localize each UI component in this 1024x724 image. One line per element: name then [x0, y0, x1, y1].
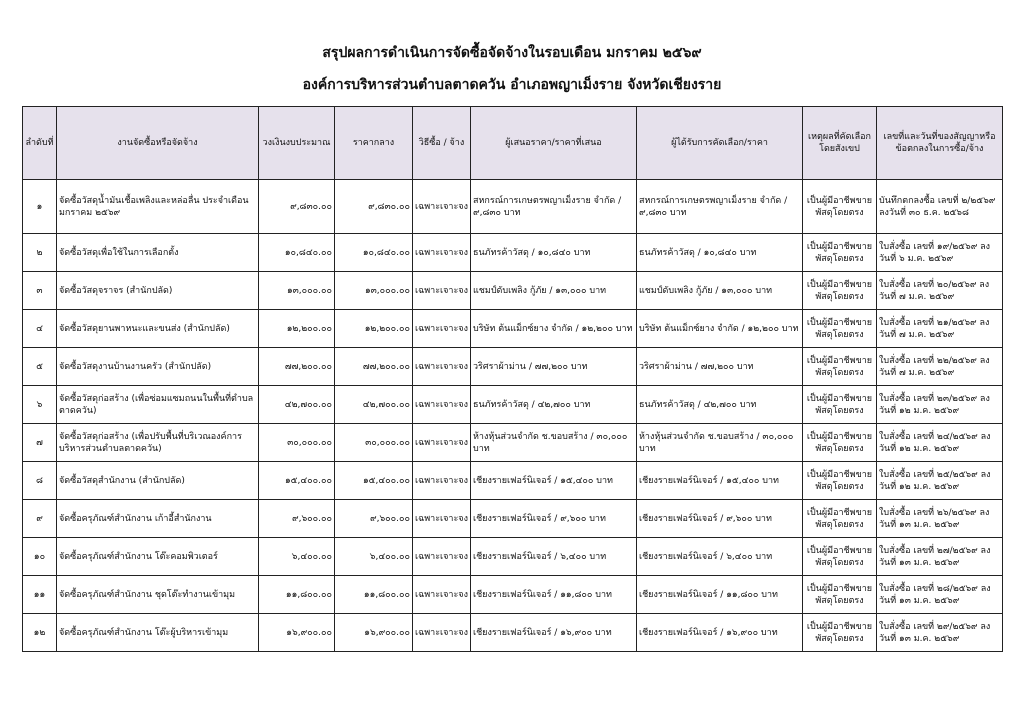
row-number: ๖ [23, 386, 57, 424]
row-bidder: บริษัท ต้นแม็กซ์ยาง จำกัด / ๑๒,๒๐๐ บาท [471, 310, 637, 348]
row-median-price: ๓๐,๐๐๐.๐๐ [335, 424, 413, 462]
row-contract: ใบสั่งซื้อ เลขที่ ๒๑/๒๕๖๙ ลงวันที่ ๗ ม.ค. ๒๕๖๙ [877, 310, 1003, 348]
table-row [23, 538, 1003, 576]
table-header-row [23, 107, 1003, 180]
row-item: จัดซื้อวัสดุน้ำมันเชื้อเพลิงและหล่อลื่น ประจำเดือน มกราคม ๒๕๖๙ [57, 180, 259, 234]
row-contract: ใบสั่งซื้อ เลขที่ ๒๒/๒๕๖๙ ลงวันที่ ๗ ม.ค. ๒๕๖๙ [877, 348, 1003, 386]
row-winner: เชียงรายเฟอร์นิเจอร์ / ๑๑,๘๐๐ บาท [637, 576, 803, 614]
header-reason: เหตุผลที่คัดเลือกโดยสังเขป [803, 107, 877, 180]
row-method: เฉพาะเจาะจง [413, 576, 471, 614]
row-bidder: เชียงรายเฟอร์นิเจอร์ / ๑๕,๔๐๐ บาท [471, 462, 637, 500]
document-subtitle: องค์การบริหารส่วนตำบลตาดควัน อำเภอพญาเม็งราย จังหวัดเชียงราย [302, 77, 722, 93]
row-bidder: แชมป์ดับเพลิง กู้ภัย / ๑๓,๐๐๐ บาท [471, 272, 637, 310]
row-median-price: ๑๒,๒๐๐.๐๐ [335, 310, 413, 348]
row-reason: เป็นผู้มีอาชีพขายพัสดุโดยตรง [803, 310, 877, 348]
row-budget: ๙,๘๓๐.๐๐ [259, 180, 335, 234]
procurement-table [22, 106, 1003, 652]
row-contract: ใบสั่งซื้อ เลขที่ ๒๙/๒๕๖๙ ลงวันที่ ๑๓ ม.ค. ๒๕๖๙ [877, 614, 1003, 652]
row-median-price: ๙,๖๐๐.๐๐ [335, 500, 413, 538]
row-budget: ๖,๔๐๐.๐๐ [259, 538, 335, 576]
row-median-price: ๖,๔๐๐.๐๐ [335, 538, 413, 576]
row-item: จัดซื้อวัสดุเพื่อใช้ในการเลือกตั้ง [57, 234, 259, 272]
row-winner: วริศราผ้าม่าน / ๗๗,๒๐๐ บาท [637, 348, 803, 386]
table-row [23, 576, 1003, 614]
row-bidder: เชียงรายเฟอร์นิเจอร์ / ๖,๔๐๐ บาท [471, 538, 637, 576]
table-row [23, 386, 1003, 424]
row-bidder: ธนภัทรค้าวัสดุ / ๑๐,๘๔๐ บาท [471, 234, 637, 272]
row-contract: ใบสั่งซื้อ เลขที่ ๒๕/๒๕๖๙ ลงวันที่ ๑๒ ม.ค. ๒๕๖๙ [877, 462, 1003, 500]
row-method: เฉพาะเจาะจง [413, 386, 471, 424]
row-number: ๒ [23, 234, 57, 272]
row-contract: บันทึกตกลงซื้อ เลขที่ ๒/๒๕๖๙ ลงวันที่ ๓๐ ธ.ค. ๒๕๖๘ [877, 180, 1003, 234]
row-bidder: เชียงรายเฟอร์นิเจอร์ / ๑๑,๘๐๐ บาท [471, 576, 637, 614]
row-median-price: ๑๕,๔๐๐.๐๐ [335, 462, 413, 500]
row-method: เฉพาะเจาะจง [413, 272, 471, 310]
row-contract: ใบสั่งซื้อ เลขที่ ๒๖/๒๕๖๙ ลงวันที่ ๑๓ ม.ค. ๒๕๖๙ [877, 500, 1003, 538]
row-bidder: สหกรณ์การเกษตรพญาเม็งราย จำกัด / ๙,๘๓๐ บาท [471, 180, 637, 234]
row-reason: เป็นผู้มีอาชีพขายพัสดุโดยตรง [803, 500, 877, 538]
table-row [23, 272, 1003, 310]
header-method: วิธีซื้อ / จ้าง [413, 107, 471, 180]
row-reason: เป็นผู้มีอาชีพขายพัสดุโดยตรง [803, 180, 877, 234]
row-budget: ๓๐,๐๐๐.๐๐ [259, 424, 335, 462]
row-reason: เป็นผู้มีอาชีพขายพัสดุโดยตรง [803, 576, 877, 614]
row-bidder: ห้างหุ้นส่วนจำกัด ช.ขอบสร้าง / ๓๐,๐๐๐ บาท [471, 424, 637, 462]
row-item: จัดซื้อครุภัณฑ์สำนักงาน โต๊ะคอมพิวเตอร์ [57, 538, 259, 576]
row-winner: เชียงรายเฟอร์นิเจอร์ / ๙,๖๐๐ บาท [637, 500, 803, 538]
row-contract: ใบสั่งซื้อ เลขที่ ๒๗/๒๕๖๙ ลงวันที่ ๑๓ ม.ค. ๒๕๖๙ [877, 538, 1003, 576]
row-item: จัดซื้อครุภัณฑ์สำนักงาน เก้าอี้สำนักงาน [57, 500, 259, 538]
row-reason: เป็นผู้มีอาชีพขายพัสดุโดยตรง [803, 614, 877, 652]
row-budget: ๑๐,๘๔๐.๐๐ [259, 234, 335, 272]
header-bidder: ผู้เสนอราคา/ราคาที่เสนอ [471, 107, 637, 180]
row-number: ๔ [23, 310, 57, 348]
row-winner: เชียงรายเฟอร์นิเจอร์ / ๑๖,๙๐๐ บาท [637, 614, 803, 652]
row-item: จัดซื้อครุภัณฑ์สำนักงาน ชุดโต๊ะทำงานเข้ามุม [57, 576, 259, 614]
row-budget: ๑๓,๐๐๐.๐๐ [259, 272, 335, 310]
row-method: เฉพาะเจาะจง [413, 424, 471, 462]
header-median-price: ราคากลาง [335, 107, 413, 180]
row-method: เฉพาะเจาะจง [413, 180, 471, 234]
row-item: จัดซื้อวัสดุจราจร (สำนักปลัด) [57, 272, 259, 310]
row-bidder: ธนภัทรค้าวัสดุ / ๔๒,๗๐๐ บาท [471, 386, 637, 424]
row-reason: เป็นผู้มีอาชีพขายพัสดุโดยตรง [803, 272, 877, 310]
header-no: ลำดับที่ [23, 107, 57, 180]
row-method: เฉพาะเจาะจง [413, 234, 471, 272]
row-method: เฉพาะเจาะจง [413, 462, 471, 500]
table-row [23, 614, 1003, 652]
row-method: เฉพาะเจาะจง [413, 614, 471, 652]
row-median-price: ๙,๘๓๐.๐๐ [335, 180, 413, 234]
row-reason: เป็นผู้มีอาชีพขายพัสดุโดยตรง [803, 424, 877, 462]
row-budget: ๙,๖๐๐.๐๐ [259, 500, 335, 538]
row-winner: เชียงรายเฟอร์นิเจอร์ / ๑๕,๔๐๐ บาท [637, 462, 803, 500]
row-bidder: วริศราผ้าม่าน / ๗๗,๒๐๐ บาท [471, 348, 637, 386]
row-item: จัดซื้อวัสดุงานบ้านงานครัว (สำนักปลัด) [57, 348, 259, 386]
row-reason: เป็นผู้มีอาชีพขายพัสดุโดยตรง [803, 386, 877, 424]
row-number: ๓ [23, 272, 57, 310]
row-number: ๙ [23, 500, 57, 538]
row-winner: สหกรณ์การเกษตรพญาเม็งราย จำกัด / ๙,๘๓๐ บาท [637, 180, 803, 234]
row-median-price: ๑๓,๐๐๐.๐๐ [335, 272, 413, 310]
row-method: เฉพาะเจาะจง [413, 348, 471, 386]
table-row [23, 500, 1003, 538]
document-title: สรุปผลการดำเนินการจัดซื้อจัดจ้างในรอบเดือน มกราคม ๒๕๖๙ [322, 45, 702, 61]
header-item: งานจัดซื้อหรือจัดจ้าง [57, 107, 259, 180]
row-budget: ๑๑,๘๐๐.๐๐ [259, 576, 335, 614]
row-item: จัดซื้อครุภัณฑ์สำนักงาน โต๊ะผู้บริหารเข้ามุม [57, 614, 259, 652]
row-median-price: ๑๐,๘๔๐.๐๐ [335, 234, 413, 272]
row-median-price: ๑๖,๙๐๐.๐๐ [335, 614, 413, 652]
row-contract: ใบสั่งซื้อ เลขที่ ๒๔/๒๕๖๙ ลงวันที่ ๑๒ ม.ค. ๒๕๖๙ [877, 424, 1003, 462]
row-budget: ๗๗,๒๐๐.๐๐ [259, 348, 335, 386]
row-number: ๘ [23, 462, 57, 500]
table-row [23, 348, 1003, 386]
row-budget: ๑๖,๙๐๐.๐๐ [259, 614, 335, 652]
row-number: ๕ [23, 348, 57, 386]
row-contract: ใบสั่งซื้อ เลขที่ ๒๐/๒๕๖๙ ลงวันที่ ๗ ม.ค. ๒๕๖๙ [877, 272, 1003, 310]
row-number: ๗ [23, 424, 57, 462]
row-contract: ใบสั่งซื้อ เลขที่ ๒๘/๒๕๖๙ ลงวันที่ ๑๓ ม.ค. ๒๕๖๙ [877, 576, 1003, 614]
row-number: ๑๑ [23, 576, 57, 614]
row-reason: เป็นผู้มีอาชีพขายพัสดุโดยตรง [803, 538, 877, 576]
header-winner: ผู้ได้รับการคัดเลือก/ราคา [637, 107, 803, 180]
row-median-price: ๗๗,๒๐๐.๐๐ [335, 348, 413, 386]
table-row [23, 310, 1003, 348]
row-item: จัดซื้อวัสดุก่อสร้าง (เพื่อซ่อมแซมถนนในพื้นที่ตำบลตาดควัน) [57, 386, 259, 424]
row-method: เฉพาะเจาะจง [413, 310, 471, 348]
row-reason: เป็นผู้มีอาชีพขายพัสดุโดยตรง [803, 348, 877, 386]
row-budget: ๑๕,๔๐๐.๐๐ [259, 462, 335, 500]
row-reason: เป็นผู้มีอาชีพขายพัสดุโดยตรง [803, 462, 877, 500]
row-median-price: ๔๒,๗๐๐.๐๐ [335, 386, 413, 424]
row-winner: ธนภัทรค้าวัสดุ / ๔๒,๗๐๐ บาท [637, 386, 803, 424]
row-contract: ใบสั่งซื้อ เลขที่ ๒๓/๒๕๖๙ ลงวันที่ ๑๒ ม.ค. ๒๕๖๙ [877, 386, 1003, 424]
row-winner: ห้างหุ้นส่วนจำกัด ช.ขอบสร้าง / ๓๐,๐๐๐ บาท [637, 424, 803, 462]
row-budget: ๑๒,๒๐๐.๐๐ [259, 310, 335, 348]
row-item: จัดซื้อวัสดุยานพาหนะและขนส่ง (สำนักปลัด) [57, 310, 259, 348]
row-contract: ใบสั่งซื้อ เลขที่ ๑๙/๒๕๖๙ ลงวันที่ ๖ ม.ค. ๒๕๖๙ [877, 234, 1003, 272]
row-method: เฉพาะเจาะจง [413, 538, 471, 576]
row-bidder: เชียงรายเฟอร์นิเจอร์ / ๙,๖๐๐ บาท [471, 500, 637, 538]
row-winner: แชมป์ดับเพลิง กู้ภัย / ๑๓,๐๐๐ บาท [637, 272, 803, 310]
table-body [23, 180, 1003, 652]
table-row [23, 462, 1003, 500]
row-reason: เป็นผู้มีอาชีพขายพัสดุโดยตรง [803, 234, 877, 272]
table-row [23, 180, 1003, 234]
row-winner: บริษัท ต้นแม็กซ์ยาง จำกัด / ๑๒,๒๐๐ บาท [637, 310, 803, 348]
row-bidder: เชียงรายเฟอร์นิเจอร์ / ๑๖,๙๐๐ บาท [471, 614, 637, 652]
row-median-price: ๑๑,๘๐๐.๐๐ [335, 576, 413, 614]
table-row [23, 234, 1003, 272]
row-method: เฉพาะเจาะจง [413, 500, 471, 538]
row-number: ๑๐ [23, 538, 57, 576]
row-winner: เชียงรายเฟอร์นิเจอร์ / ๖,๔๐๐ บาท [637, 538, 803, 576]
row-number: ๑ [23, 180, 57, 234]
row-number: ๑๒ [23, 614, 57, 652]
row-item: จัดซื้อวัสดุก่อสร้าง (เพื่อปรับพื้นที่บริเวณองค์การบริหารส่วนตำบลตาดควัน) [57, 424, 259, 462]
row-winner: ธนภัทรค้าวัสดุ / ๑๐,๘๔๐ บาท [637, 234, 803, 272]
row-budget: ๔๒,๗๐๐.๐๐ [259, 386, 335, 424]
header-contract: เลขที่และวันที่ของสัญญาหรือข้อตกลงในการซื้อ/จ้าง [877, 107, 1003, 180]
header-budget: วงเงินงบประมาณ [259, 107, 335, 180]
table-row [23, 424, 1003, 462]
row-item: จัดซื้อวัสดุสำนักงาน (สำนักปลัด) [57, 462, 259, 500]
